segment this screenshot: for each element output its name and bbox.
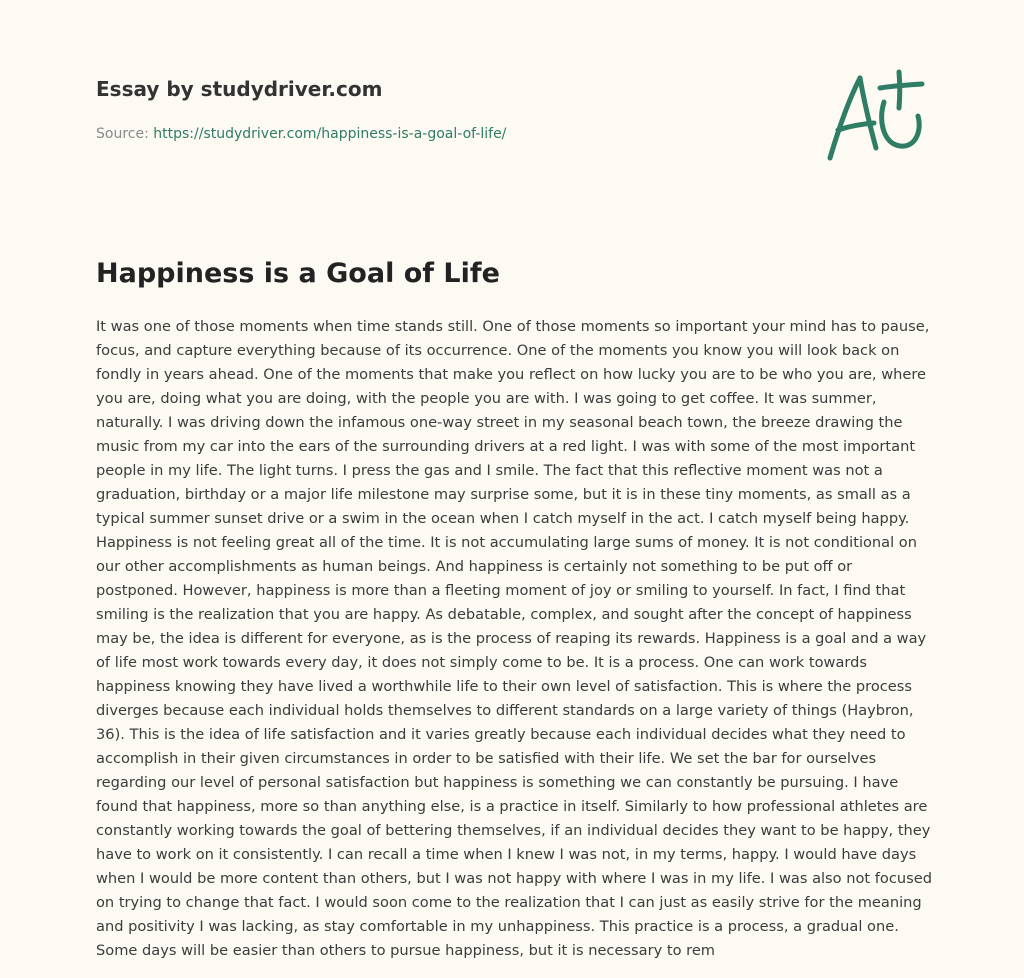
source-line (96, 124, 696, 144)
essay-header (96, 72, 696, 144)
a-plus-logo-icon (818, 66, 928, 166)
source-link[interactable]: https://studydriver.com/happiness-is-a-goal-of-life/ (153, 126, 507, 142)
essay-title: Happiness is a Goal of Life (96, 258, 500, 289)
essay-body: It was one of those moments when time stands still. One of those moments so important your mind has to pause, focus, and capture everything because of its occurrence. One of the moments you know you will look back on fondly in years ahead. One of the moments that make you reflect on how lucky you are to be who you are, where you are, doing what you are doing, with the people you are with. I was going to get coffee. It was summer, naturally. I was driving down the infamous one-way street in my seasonal beach town, the breeze drawing the music from my car into the ears of the surrounding drivers at a red light. I was with some of the most important people in my life. The light turns. I press the gas and I smile. The fact that this reflective moment was not a graduation, birthday or a major life milestone may surprise some, but it is in these tiny moments, as small as a typical summer sunset drive or a swim in the ocean when I catch myself in the act. I catch myself being happy. Happiness is not feeling great all of the time. It is not accumulating large sums of money. It is not conditional on our other accomplishments as human beings. And happiness is certainly not something to be put off or postponed. However, happiness is more than a fleeting moment of joy or smiling to yourself. In fact, I find that smiling is the realization that you are happy. As debatable, complex, and sought after the concept of happiness may be, the idea is different for everyone, as is the process of reaping its rewards. Happiness is a goal and a way of life most work towards every day, it does not simply come to be. It is a process. One can work towards happiness knowing they have lived a worthwhile life to their own level of satisfaction. This is where the process diverges because each individual holds themselves to different standards on a large variety of things (Haybron, 36). This is the idea of life satisfaction and it varies greatly because each individual decides what they need to accomplish in their given circumstances in order to be satisfied with their life. We set the bar for ourselves regarding our level of personal satisfaction but happiness is something we can constantly be pursuing. I have found that happiness, more so than anything else, is a practice in itself. Similarly to how professional athletes are constantly working towards the goal of bettering themselves, if an individual decides they want to be happy, they have to work on it consistently. I can recall a time when I knew I was not, in my terms, happy. I would have days when I would be more content than others, but I was not happy with where I was in my life. I was also not focused on trying to change that fact. I would soon come to the realization that I can just as easily strive for the meaning and positivity I was lacking, as stay comfortable in my unhappiness. This practice is a process, a gradual one. Some days will be easier than others to pursue happiness, but it is necessary to rem (96, 318, 932, 959)
source-label: Source: (96, 126, 149, 142)
site-brand: Essay by studydriver.com (96, 77, 383, 101)
